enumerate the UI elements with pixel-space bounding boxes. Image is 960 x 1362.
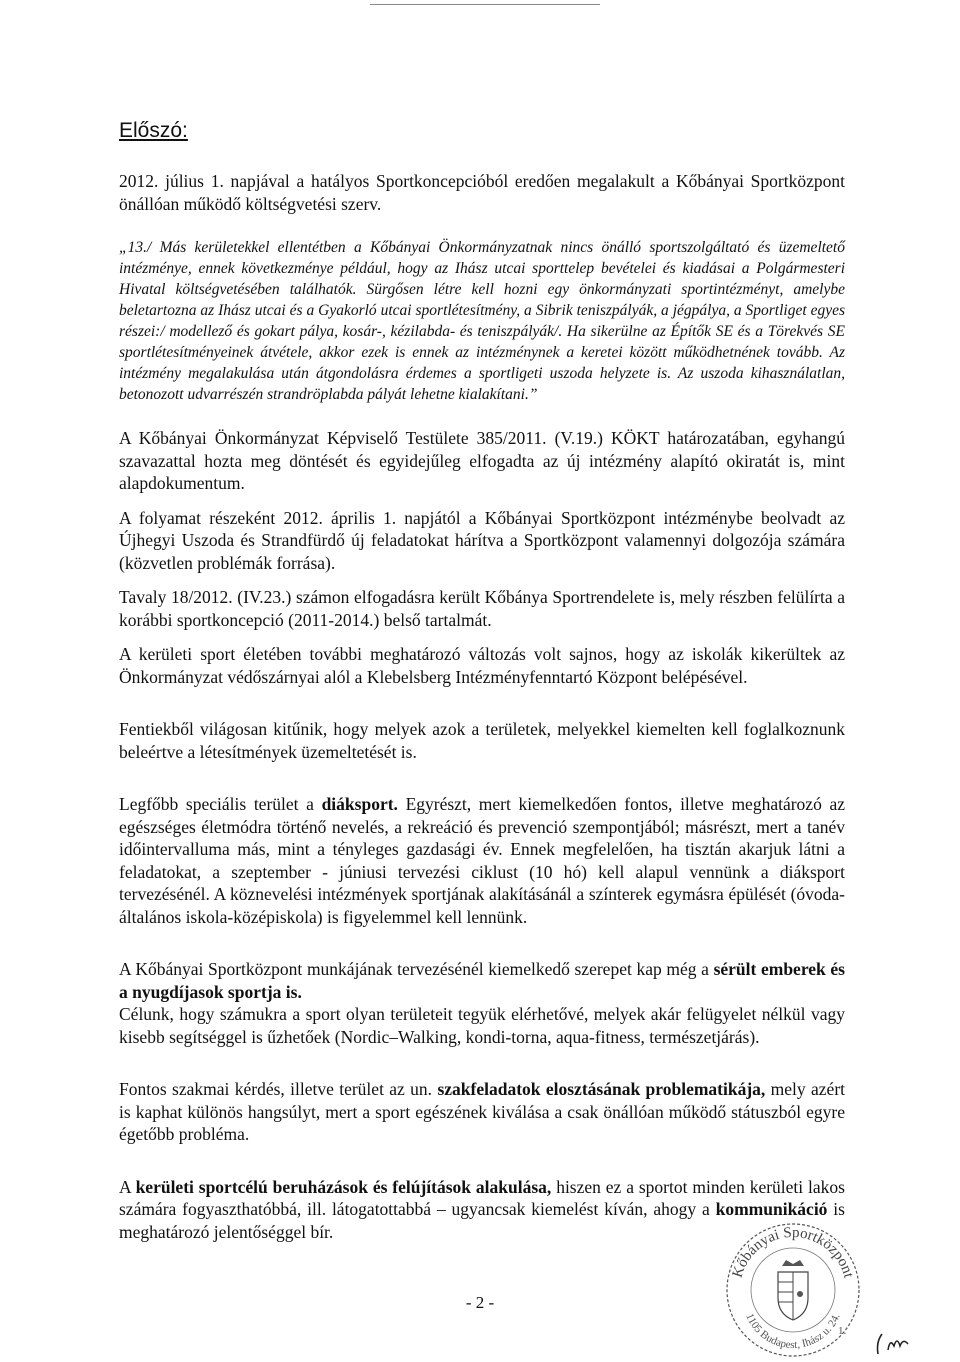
text-run: A [119, 1176, 136, 1197]
page-number: - 2 - [465, 1293, 495, 1312]
handwritten-signature-icon [872, 1320, 922, 1360]
paragraph-quote: „13./ Más kerületekkel ellentétben a Kőbányai Önkormányzatnak nincs önálló sportszolgáltató és üzemeltető intézménye, ennek következménye például, hogy az Ihász utcai sporttelep bevételei és kiadásai a Polgármesteri Hivatal költségvetésében találhatók. Sürgősen létre kell hozni egy önkormányzati sportintézményt, amelybe beletartozna az Ihász utcai és a Gyakorló utcai sportlétesítmény, a Sibrik teniszpályák, a jégpálya, a Sportliget egyes részei:/ modellező és gokart pálya, kosár-, kézilabda- és teniszpályák/. Ha sikerülne az Építők SE és a Törekvés SE sportlétesítményeinek átvétele, akkor ezek is ennek az intézménynek a keretei között működhetnének tovább. Az intézmény megalakulása után átgondolásra érdemes a sportligeti uszoda helyzete is. Az uszoda kihasználatlan, betonozott udvarrészén strandröplabda pályát lehetne kialakítani.” [119, 239, 845, 403]
paragraph-tasks [119, 1078, 845, 1146]
round-seal-icon [718, 1210, 868, 1360]
emphasis-student-sport: diáksport. [321, 794, 398, 814]
paragraph-decree: Tavaly 18/2012. (IV.23.) számon elfogadásra került Kőbánya Sportrendelete is, mely részben felülírta a korábbi sportkoncepció (2011-2014.) belső tartalmát. [119, 587, 845, 630]
paragraph-merger: A folyamat részeként 2012. április 1. napjától a Kőbányai Sportközpont intézménybe beolvadt az Újhegyi Uszoda és Strandfürdő új feladatokat hárítva a Sportközpont valamennyi dolgozója számára (közvetlen problémák forrása). [119, 507, 845, 573]
text-run: Fontos szakmai kérdés, illetve terület az un. [119, 1079, 438, 1099]
text-run: A Kőbányai Sportközpont munkájának tervezésénél kiemelkedő szerepet kap még a [119, 959, 714, 979]
paragraph-resolution: A Kőbányai Önkormányzat Képviselő Testülete 385/2011. (V.19.) KÖKT határozatában, egyhangú szavazattal hozta meg döntését és egyidejűleg elfogadta az új intézmény alapító okiratát is, mint alapdokumentum. [119, 428, 845, 493]
emphasis-disabled-retired: sérült emberek és a nyugdíjasok sportja is. [119, 959, 845, 1002]
text-run: hiszen ez a sportot minden kerületi lakos számára fogyaszthatóbbá, ill. látogatottabbá – ugyancsak kiemelést kíván, ahogy a [119, 1176, 845, 1219]
paragraph-intro: 2012. július 1. napjával a hatályos Sportkoncepcióból eredően megalakult a Kőbányai Sportközpont önállóan működő költségvetési szerv. [119, 171, 845, 214]
paragraph-disabled-sport [119, 958, 845, 1003]
paragraph-summary: Fentiekből világosan kitűnik, hogy melyek azok a területek, melyekkel kiemelten kell foglalkoznunk beleértve a létesítmények üzemeltetését is. [119, 719, 845, 762]
emphasis-tasks: szakfeladatok elosztásának problematikája, [437, 1079, 766, 1099]
emphasis-communication: kommunikáció [715, 1199, 828, 1219]
paragraph-student-sport [119, 793, 845, 928]
stamp-number: 1. [838, 1325, 847, 1337]
top-rule [370, 4, 600, 5]
text-run: Legfőbb speciális terület a [119, 794, 322, 814]
emphasis-investments: kerületi sportcélú beruházások és felújítások alakulása, [135, 1176, 552, 1197]
page-title: Előszó: [119, 119, 188, 142]
paragraph-goals: Célunk, hogy számukra a sport olyan területeit tegyük elérhetővé, melyek akár felügyelet nélkül vagy kisebb segítséggel is űzhetőek (Nordic–Walking, kondi-torna, aqua-fitness, természetjárás). [119, 1004, 845, 1047]
text-run: is meghatározó jelentőséggel bír. [119, 1199, 845, 1242]
stamp-bottom-text: 1105 Budapest, Ihász u. 24. [743, 1311, 843, 1352]
paragraph-schools: A kerületi sport életében további meghatározó változás volt sajnos, hogy az iskolák kikerültek az Önkormányzat védőszárnyai alól a Klebelsberg Intézményfenntartó Központ belépésével. [119, 644, 845, 687]
document-page [119, 118, 845, 1243]
text-run: Egyrészt, mert kiemelkedően fontos, illetve meghatározó az egészséges életmódra történő nevelés, a rekreáció és prevenció szempontjából; másrészt, mert a tanév időintervalluma más, mint a tényleges gazdasági év. Ennek megfelelően, ha tisztán akarjuk látni a feladatokat, a szeptember - júniusi tervezési ciklust (10 hó) kell alapul vennünk a diáksport tervezésénél. A köznevelési intézmények sportjának alakításánál a színterek egymásra épülését (óvoda-általános iskola-középiskola) is figyelemmel kell lennünk. [119, 794, 845, 927]
text-run: mely azért is kaphat különös hangsúlyt, mert a sport egészének kiválása a csak önállóan működő státuszból egyre égetőbb probléma. [119, 1079, 846, 1144]
crest-icon [778, 1260, 808, 1320]
stamp-top-text: Kőbányai Sportközpont [729, 1224, 857, 1280]
